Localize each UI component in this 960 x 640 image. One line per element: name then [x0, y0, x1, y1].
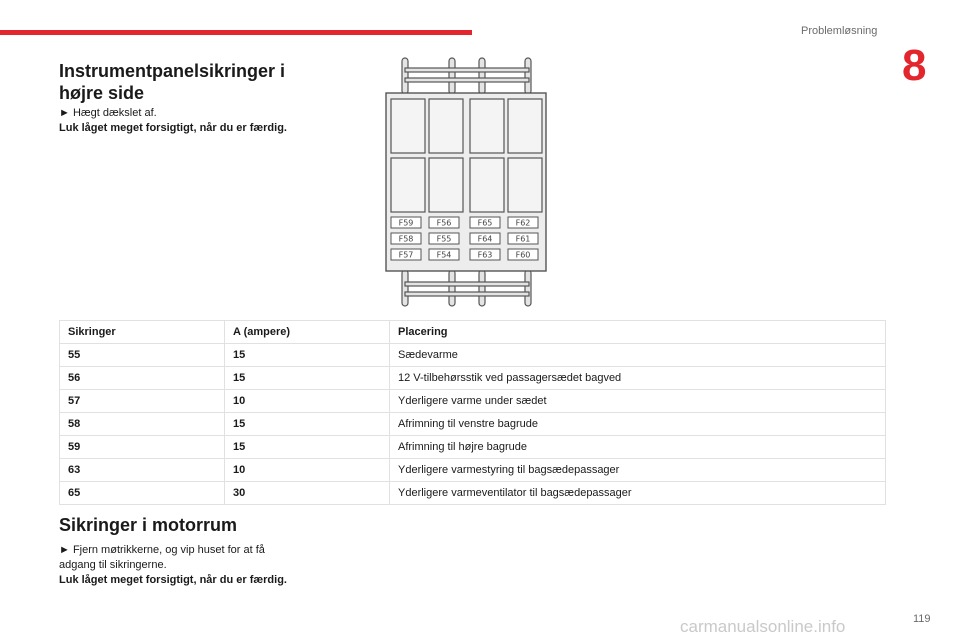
- fuse-number: 56: [60, 367, 225, 390]
- page-number: 119: [913, 613, 931, 625]
- watermark: carmanualsonline.info: [680, 617, 846, 636]
- fuse-number: 57: [60, 390, 225, 413]
- fuse-number: 59: [60, 436, 225, 459]
- fuse-number: 58: [60, 413, 225, 436]
- section-title-dashboard-fuses: Instrumentpanelsikringer i højre side: [59, 61, 286, 103]
- instruction-note: Luk låget meget forsigtigt, når du er færdig.: [59, 574, 287, 586]
- fuse-number: 63: [60, 459, 225, 482]
- instruction-step: ► Fjern møtrikkerne, og vip huset for at få: [59, 544, 265, 556]
- fuse-amperage: 10: [225, 390, 390, 413]
- table-header-row: [60, 321, 886, 344]
- fuse-label: F59: [398, 218, 414, 228]
- fuse-location: Yderligere varmestyring til bagsædepassager: [390, 459, 886, 482]
- fuse-box-diagram: [383, 57, 549, 307]
- table-row: [60, 436, 886, 459]
- chapter-label: Problemløsning: [801, 25, 878, 37]
- fuse-label: F57: [398, 250, 414, 260]
- fuse-amperage: 15: [225, 413, 390, 436]
- table-row: [60, 459, 886, 482]
- fuse-label: F62: [515, 218, 531, 228]
- fuse-number: 65: [60, 482, 225, 505]
- fuse-label: F60: [515, 250, 531, 260]
- fuse-table: [59, 320, 886, 505]
- fuse-location: Afrimning til højre bagrude: [390, 436, 886, 459]
- chapter-number: 8: [902, 41, 927, 90]
- fuse-amperage: 15: [225, 344, 390, 367]
- fuse-label: F61: [515, 234, 531, 244]
- fuse-location: Afrimning til venstre bagrude: [390, 413, 886, 436]
- fuse-label: F55: [436, 234, 452, 244]
- column-header: Sikringer: [60, 321, 225, 344]
- fuse-label: F56: [436, 218, 452, 228]
- fuse-location: Yderligere varmeventilator til bagsædepassager: [390, 482, 886, 505]
- table-row: [60, 344, 886, 367]
- table-row: [60, 482, 886, 505]
- instruction-note: Luk låget meget forsigtigt, når du er færdig.: [59, 122, 287, 134]
- instruction-step-continued: adgang til sikringerne.: [59, 559, 167, 571]
- section-title-engine-fuses: Sikringer i motorrum: [59, 515, 238, 535]
- instruction-step: ► Hægt dækslet af.: [59, 107, 157, 119]
- fuse-amperage: 10: [225, 459, 390, 482]
- fuse-label: F65: [477, 218, 493, 228]
- table-row: [60, 390, 886, 413]
- table-row: [60, 413, 886, 436]
- fuse-label: F58: [398, 234, 414, 244]
- column-header: A (ampere): [225, 321, 390, 344]
- fuse-location: Sædevarme: [390, 344, 886, 367]
- fuse-label: F64: [477, 234, 493, 244]
- fuse-amperage: 15: [225, 367, 390, 390]
- fuse-amperage: 30: [225, 482, 390, 505]
- fuse-location: 12 V-tilbehørsstik ved passagersædet bagved: [390, 367, 886, 390]
- column-header: Placering: [390, 321, 886, 344]
- fuse-location: Yderligere varme under sædet: [390, 390, 886, 413]
- fuse-number: 55: [60, 344, 225, 367]
- fuse-amperage: 15: [225, 436, 390, 459]
- table-row: [60, 367, 886, 390]
- chapter-accent-bar: [0, 30, 472, 35]
- fuse-label: F63: [477, 250, 493, 260]
- fuse-label: F54: [436, 250, 452, 260]
